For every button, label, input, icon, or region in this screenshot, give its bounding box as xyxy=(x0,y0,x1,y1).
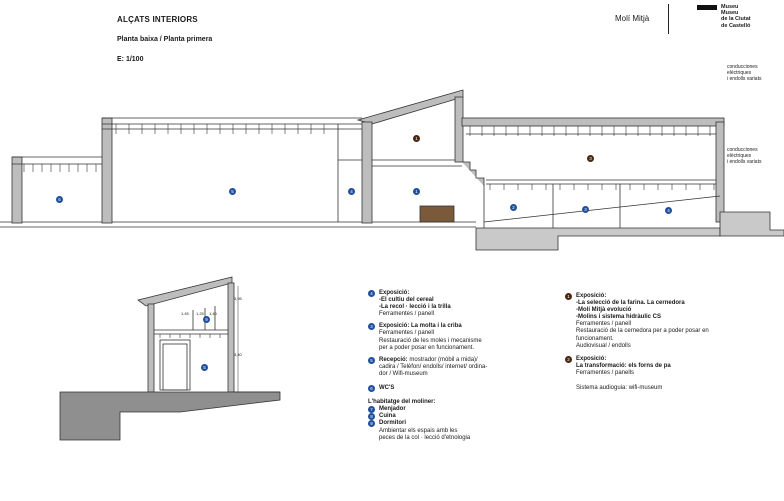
marker-1-blue: 1 xyxy=(413,188,424,195)
legend-left xyxy=(368,290,568,442)
drawing-title: ALÇATS INTERIORS xyxy=(117,15,198,24)
logo-divider xyxy=(668,4,669,34)
marker-1-brown: 1 xyxy=(413,135,424,142)
section-marker: 5 xyxy=(201,364,212,371)
legend-block: 3 Exposició: La molta i la criba Ferramentes / panell Restauració de les moles i mecanisme per a poder posar en funcionament. xyxy=(368,323,568,351)
marker-4: 4 xyxy=(348,188,359,195)
place-name: Molí Mitjà xyxy=(615,14,650,23)
marker-3-brown: 3 xyxy=(587,155,598,162)
marker-6: 6 xyxy=(56,196,67,203)
legend-block: 4 Exposició: -El cultiu del cereal -La recol · lecció i la trilla Ferramentes / panell xyxy=(368,290,568,318)
legend-block: 1 Exposició: -La selecció de la farina. La cernedora -Molí Mitjà evolució -Molins i sistema hidràulic CS Ferramentes / panell Restauració de la cernedora per a poder posar en funcionament. Audiovisual / endolls xyxy=(565,293,780,350)
legend-block: Sistema audioguia: wifi-museum xyxy=(576,385,663,392)
marker-5: 5 xyxy=(229,188,240,195)
marker-4-right: 4 xyxy=(665,207,676,214)
dim-label: 1,40 xyxy=(209,311,217,316)
museum-logo-icon xyxy=(697,5,717,10)
legend-right xyxy=(565,293,780,392)
legend-block: 2 Exposició: La transformació: els forns de pa Ferramentes / panells xyxy=(565,356,780,377)
marker-2: 2 xyxy=(510,204,521,211)
legend-block: L'habitatge del moliner: 7 Menjador 8 Cuina 9 Dormitori Ambientar els espais amb les peces de la col · lecció d'etnologia xyxy=(368,399,471,441)
dim-label: 3,40 xyxy=(234,352,242,357)
note-conduits: conducciones eléctriques i endolls variats xyxy=(727,64,762,82)
drawing-scale: E: 1/100 xyxy=(117,56,144,63)
note-conduits-side: conducciones elèctriques i endolls variats xyxy=(727,147,762,165)
dim-label: 3,95 xyxy=(234,296,242,301)
dim-label: 1,25 xyxy=(196,311,204,316)
legend-block: 5 Recepció: mostrador (mòbil a mida)/ cadira / Telèfon/ endolls/ internet/ ordina- dor / Wifi-museum xyxy=(368,357,568,378)
section-marker: 9 xyxy=(203,316,214,323)
dim-label: 1,45 xyxy=(181,311,189,316)
legend-block: 6 WC'S xyxy=(368,385,568,392)
drawing-subtitle: Planta baixa / Planta primera xyxy=(117,36,213,43)
museum-logo-text: Museu Museu de la Ciutat de Castelló xyxy=(721,4,751,29)
marker-3: 3 xyxy=(582,206,593,213)
